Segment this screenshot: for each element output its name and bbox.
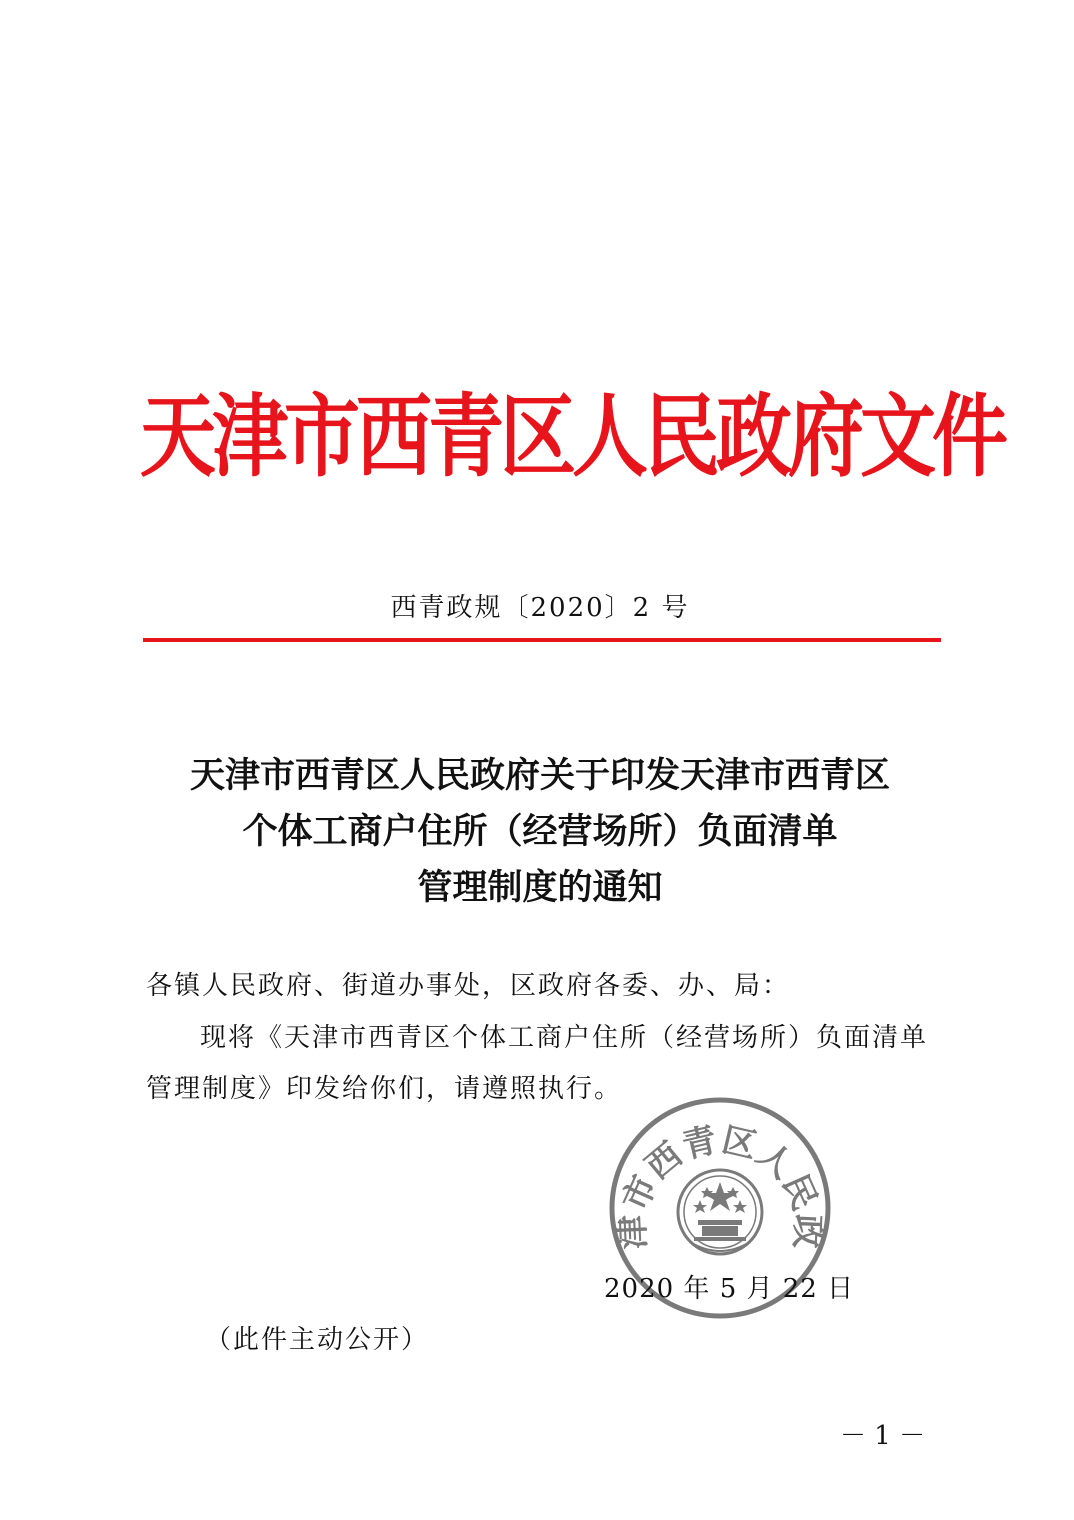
national-emblem-icon (678, 1170, 762, 1254)
body-paragraph-line: 现将《天津市西青区个体工商户住所（经营场所）负面清单 (200, 1023, 929, 1053)
title-line: 管理制度的通知 (417, 867, 663, 908)
document-number: 西青政规〔2020〕2 号 (390, 593, 690, 623)
seal-text: 津市西青区人民政 (612, 1119, 828, 1251)
disclosure-note: （此件主动公开） (205, 1325, 430, 1355)
document-masthead: 天津市西青区人民政府文件 (140, 383, 1004, 489)
title-line: 个体工商户住所（经营场所）负面清单 (242, 811, 838, 852)
title-line: 天津市西青区人民政府关于印发天津市西青区 (189, 755, 890, 796)
salutation: 各镇人民政府、街道办事处，区政府各委、办、局： (146, 971, 791, 1001)
red-divider (143, 638, 941, 642)
page-number: － 1 － (840, 1421, 926, 1451)
issue-date: 2020 年 5 月 22 日 (604, 1274, 855, 1304)
body-paragraph-line: 管理制度》印发给你们，请遵照执行。 (146, 1074, 623, 1104)
document-title (110, 748, 970, 916)
